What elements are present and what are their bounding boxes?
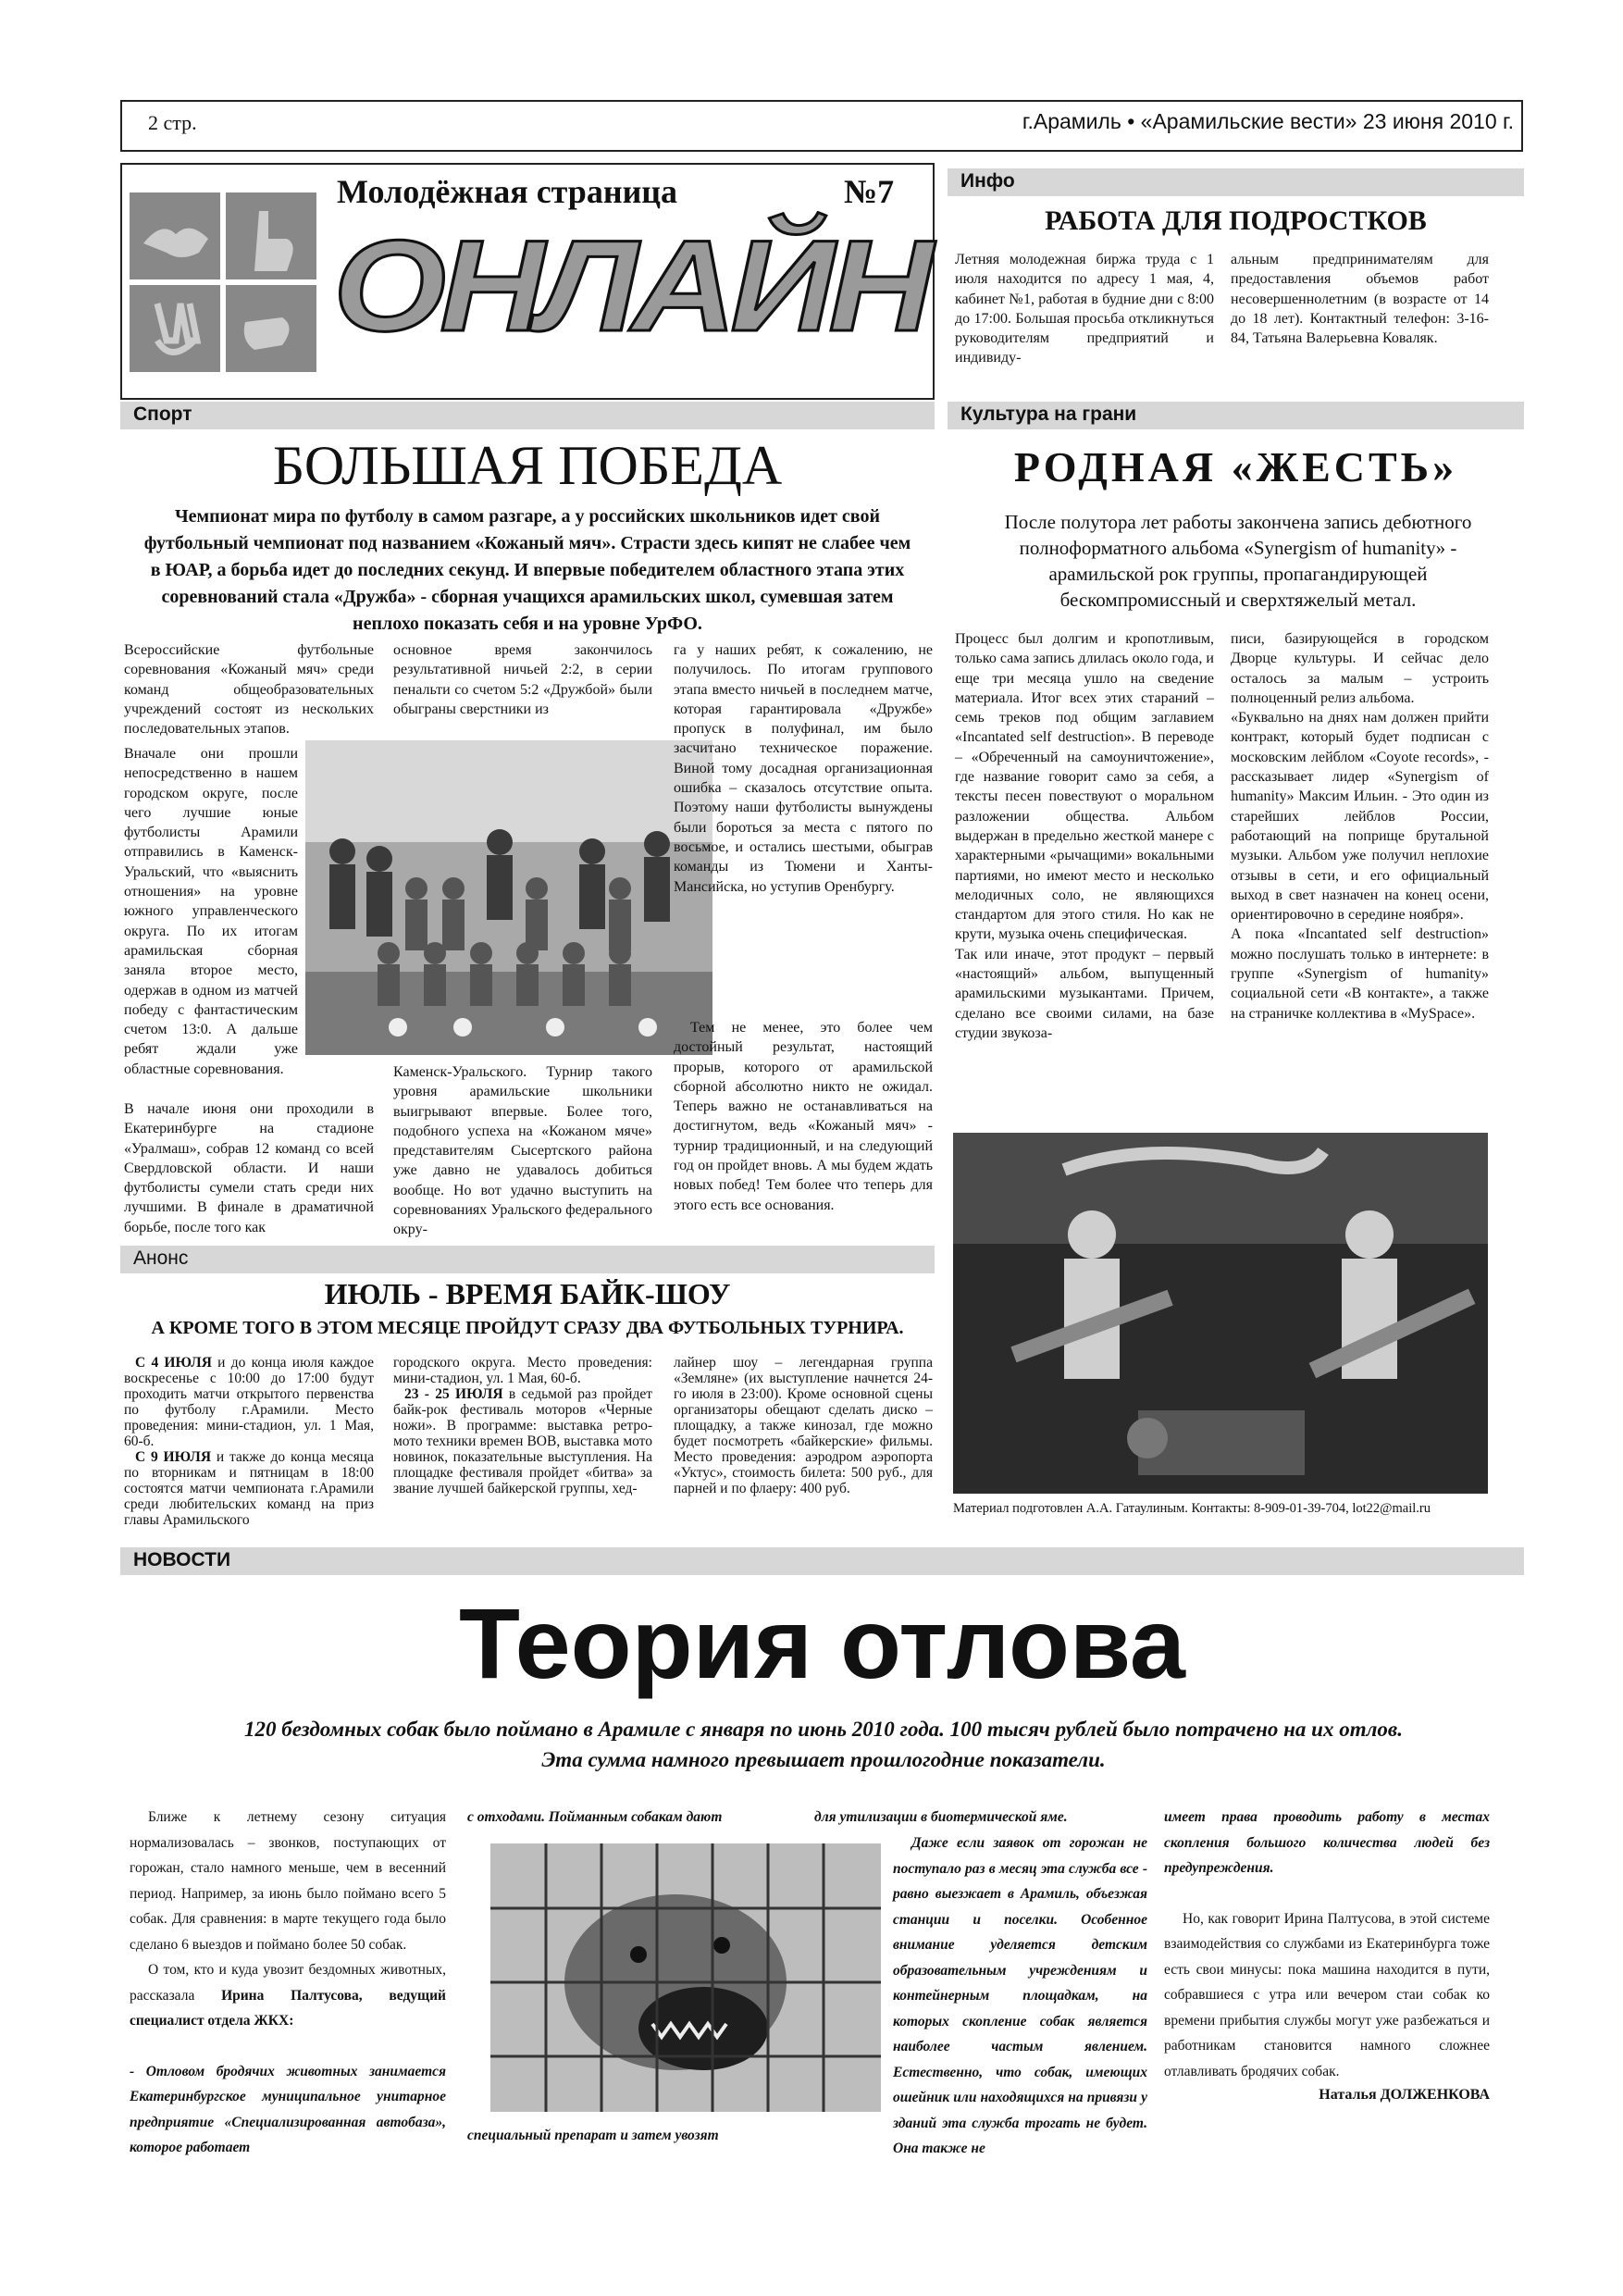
anons-subhead: А КРОМЕ ТОГО В ЭТОМ МЕСЯЦЕ ПРОЙДУТ СРАЗУ ДВА ФУТБОЛЬНЫХ ТУРНИРА.: [151, 1318, 904, 1338]
news-column-2-top: с отходами. Пойманным собакам дают: [467, 1809, 723, 1825]
hand-gestures-icon: [130, 192, 320, 374]
section-bar-info: [948, 168, 1524, 196]
masthead: г.Арамиль • «Арамильские вести» 23 июня 2010 г.: [1022, 109, 1514, 133]
page-number: 2 стр.: [148, 111, 197, 134]
sport-col1-side: Вначале они прошли непосредственно в нашем городском округе, после чего лучшие юные футболисты Арамили отправились в Каменск-Уральский, что «выяснить отношения» на уровне южного управленческого округа. По их итогам арамильская сборная заняла второе место, одержав в одном из матчей победу с фантастическим счетом 13:0. А дальше ребят ждали уже областные соревнования.: [124, 746, 298, 1077]
section-label: Спорт: [133, 403, 192, 425]
section-label: НОВОСТИ: [133, 1549, 231, 1570]
dog-in-cage-photo: [490, 1843, 881, 2112]
sport-col3-top: га у наших ребят, к сожалению, не получилось. По итогам группового этапа вместо ничьей в последнем матче, которая гарантировала «Дружбе» пропуск в полуфинал, им было засчитано техническое поражение. Виной тому досадная организационная ошибка – сказалось отсутствие опыта. Поэтому наши футболисты вынуждены были бороться за места с пятого по восьмое, и остались шестыми, обыграв команды из Тюмени и Ханты-Мансийска, но уступив Оренбургу.: [674, 642, 933, 895]
news-lead: 120 бездомных собак было поймано в Арамиле с января по июнь 2010 года. 100 тысяч рублей было потрачено на их отлов. Эта сумма намного превышает прошлогодние показатели.: [244, 1718, 1403, 1771]
sport-col1-top: Всероссийские футбольные соревнования «Кожаный мяч» среди команд общеобразовательных учреждений состоят из нескольких последовательных этапов.: [124, 642, 374, 738]
section-label: Анонс: [133, 1247, 189, 1269]
culture-column-2: писи, базирующейся в городском Дворце культуры. И сейчас дело осталось за малым – устроить полноценный релиз альбома. «Буквально на днях нам должен прийти контракт, который будет подписан с московским лейблом «Coyote records», - рассказывает лидер «Synergism of humanity» Максим Ильин. - Это один из старейших лейблов России, работающий на поприще брутальной музыки. Альбом уже получил неплохие отзывы в сети, и его официальный выход в свет назначен на конец осени, ориентировочно в середине ноября». А пока «Incantated self destruction» можно послушать только в интернете: в группе «Synergism of humanity» социальной сети «В контакте», а также на страничке коллектива в «MySpace».: [1231, 631, 1489, 1022]
news-headline: Теория отлова: [459, 1587, 1185, 1699]
sport-col3-bottom: Тем не менее, это более чем достойный результат, настоящий прорыв, которого от арамильской сборной абсолютно никто не ожидал. Теперь важно не останавливаться на достигнутом, ведь «Кожаный мяч» - турнир традиционный, и на следующий год он пройдет вновь. А мы будем ждать новых побед! Тем более что теперь для этого есть все основания.: [674, 1020, 933, 1213]
section-bar-anons: [120, 1246, 935, 1273]
metal-band-photo: [953, 1133, 1488, 1494]
info-column-2: альным предпринимателям для предоставления объемов работ несовершеннолетним (в возрасте от 14 до 18 лет). Контактный телефон: 3-16-84, Татьяна Валерьевна Коваляк.: [1231, 252, 1489, 347]
football-team-photo: [305, 740, 712, 1055]
culture-column-1: Процесс был долгим и кропотливым, только сама запись длилась около года, и еще три месяца ушло на сведение материала. Итог всех этих стараний – семь треков под общим заглавием «Incantated self destruction». В переводе – «Обреченный на самоуничтожение», где название говорит само за себя, а тексты песен повествуют о моральном разложении общества. Альбом выдержан в предельно жесткой манере с характерными «рычащими» вокальными партиями, но имеют место и несколько мелодичных соло, не являющихся стандартом для этого стиля. Но как не крути, музыка очень специфическая. Так или иначе, этот продукт – первый «настоящий» альбом, выпущенный арамильскими музыкантами. Причем, сделано все своими силами, на базе студии звукоза-: [955, 631, 1214, 1041]
culture-headline: РОДНАЯ «ЖЕСТЬ»: [1013, 443, 1458, 490]
news-author: Наталья ДОЛЖЕНКОВА: [1319, 2087, 1490, 2103]
section-label: Культура на грани: [960, 403, 1137, 425]
section-label: Инфо: [960, 170, 1015, 192]
culture-credit: Материал подготовлен А.А. Гатаулиным. Контакты: 8-909-01-39-704, lot22@mail.ru: [953, 1501, 1431, 1516]
anons-headline: ИЮЛЬ - ВРЕМЯ БАЙК-ШОУ: [324, 1277, 731, 1310]
news-column-2-bottom: специальный препарат и затем увозят: [467, 2128, 719, 2143]
sport-lead: Чемпионат мира по футболу в самом разгаре, а у российских школьников идет свой футбольный чемпионат под названием «Кожаный мяч». Страсти здесь кипят не слабее чем в ЮАР, а борьба идет до последних секунд. И впервые победителем областного этапа этих соревнований стала «Дружба» - сборная учащихся арамильских школ, сумевшая затем неплохо показать себя и на уровне УрФО.: [143, 506, 911, 634]
online-logo: ОНЛАЙН: [333, 213, 927, 358]
section-bar-news: [120, 1547, 1524, 1575]
section-bar-sport: [120, 402, 935, 429]
culture-lead: После полутора лет работы закончена запись дебютного полноформатного альбома «Synergism of humanity» - арамильской рок группы, пропагандирующей бескомпромиссный и сверхтяжелый метал.: [1004, 511, 1472, 611]
sport-headline: БОЛЬШАЯ ПОБЕДА: [272, 435, 783, 496]
section-bar-culture: [948, 402, 1524, 429]
anons-column-2: городского округа. Место проведения: мини-стадион, ул. 1 Мая, 60-б. 23 - 25 ИЮЛЯ в седьмой раз пройдет байк-рок фестиваль моторов «Черные ножи». В программе: выставка ретро-мото техники времен ВОВ, выставка мото новинок, показательные выступления. На площадке фестиваля пройдет «битва» за звание лучшей байкерской группы, хед-: [393, 1355, 652, 1496]
anons-column-1: С 4 ИЮЛЯ и до конца июля каждое воскресенье с 10:00 до 17:00 будут проходить матчи открытого первенства по футболу г.Арамили. Место проведения: мини-стадион, ул. 1 Мая, 60-б. С 9 ИЮЛЯ и также до конца месяца по вторникам и пятницам в 18:00 состоятся матчи чемпионата г.Арамили среди любительских команд на приз главы Арамильского: [124, 1355, 374, 1528]
sport-col2-bottom: Каменск-Уральского. Турнир такого уровня арамильские школьники выигрывают впервые. Более того, подобного успеха на «Кожаном мяче» представителям Сысертского района уже давно не удавалось добиться вообще. Но вот удачно выступить на соревнованиях Уральского федерального окру-: [393, 1064, 652, 1238]
news-column-3-top: для утилизации в биотермической яме.: [814, 1809, 1068, 1825]
news-column-3: Даже если заявок от горожан не поступало раз в месяц эта служба все - равно выезжает в Арамиль, объезжая станции и поселки. Особенное внимание уделяется детским образовательным учреждениям и контейнерным площадкам, на которых скопление собак является наиболее частым явлением. Естественно, что собак, имеющих ошейник или находящихся на привязи у зданий эта служба трогать не будет. Она также не: [893, 1835, 1147, 2156]
youth-page-banner: [120, 163, 935, 400]
sport-col1-bottom: В начале июня они проходили в Екатеринбурге на стадионе «Уралмаш», собрав 12 команд со всей Свердловской области. И наши футболисты сумели стать среди них лучшими. В финале в драматичной борьбе, после того как: [124, 1101, 374, 1235]
sport-col2-top: основное время закончилось результативной ничьей 2:2, в серии пенальти со счетом 5:2 «Дружбой» были обыграны сверстники из: [393, 642, 652, 717]
anons-column-3: лайнер шоу – легендарная группа «Земляне» (их выступление начнется 24-го июля в 23:00). Кроме основной сцены организаторы обещают сделать диско – площадку, а также кинозал, где можно будет посмотреть «байкерские» фильмы. Место проведения: аэродром аэропорта «Уктус», стоимость билета: 500 руб., для парней и по флаеру: 400 руб.: [674, 1355, 933, 1496]
info-column-1: Летняя молодежная биржа труда с 1 июля находится по адресу 1 мая, 4, кабинет №1, работая в будние дни с 8:00 до 17:00. Большая просьба откликнуться руководителям предприятий и индивиду-: [955, 252, 1214, 366]
youth-page-title: Молодёжная страница: [337, 173, 678, 210]
youth-issue-number: №7: [844, 173, 895, 210]
news-column-4: имеет права проводить работу в местах скопления большого количества людей без предупреждения. Но, как говорит Ирина Палтусова, в этой системе взаимодействия со службами из Екатеринбурга тоже есть свои минусы: пока машина находится в пути, собравшиеся с утра или вечером стаи собак ко времени прибытия службы могут уже разбежаться и работникам становится намного сложнее отлавливать бродячих собак.: [1164, 1809, 1490, 2079]
info-headline: РАБОТА ДЛЯ ПОДРОСТКОВ: [1045, 205, 1427, 236]
news-column-1: Ближе к летнему сезону ситуация нормализовалась – звонков, поступающих от горожан, стало намного меньше, чем в весенний период. Например, за июнь было поймано всего 5 собак. Для сравнения: в марте текущего года было сделано 6 выездов и поймано более 50 собак. О том, кто и куда увозит бездомных животных, рассказала Ирина Палтусова, ведущий специалист отдела ЖКХ: - Отловом бродячих животных занимается Екатеринбургское муниципальное унитарное предприятие «Специализированная автобаза», которое работает: [130, 1809, 446, 2155]
page-header: [120, 100, 1523, 152]
